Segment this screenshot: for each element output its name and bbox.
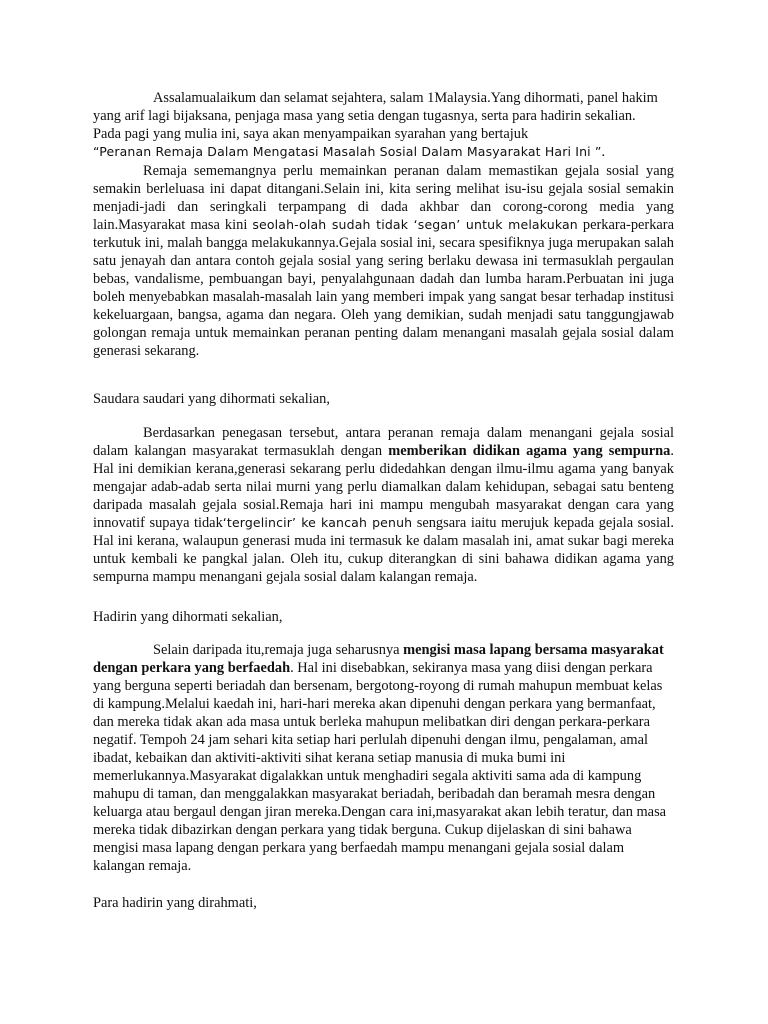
paragraph-masa-lapang [93, 641, 671, 875]
paragraph-text: Remaja sememangnya perlu memainkan peranan dalam memastikan gejala sosial yang semakin berleluasa ini dapat ditangani.Selain ini, kita sering melihat isu-isu gejala sosial semakin menjadi-jadi dan seringkali terpampang di dada akhbar dan corong-corong media yang lain.Masyarakat masa kini [93, 163, 674, 233]
salutation-para-hadirin: Para hadirin yang dirahmati, [93, 895, 257, 911]
paragraph-text: . Hal ini disebabkan, sekiranya masa yang diisi dengan perkara yang berguna seperti beriadah dan bersenam, bergotong-royong di rumah mahupun membuat kelas di kampung.Melalui kaedah ini, hari-hari mereka akan dipenuhi dengan perkara yang bermanfaat, dan mereka tidak akan ada masa untuk berleka mahupun melibatkan diri dengan perkara-perkara negatif. Tempoh 24 jam sehari kita setiap hari perlulah dipenuhi dengan ilmu, pengalaman, amal ibadat, kebaikan dan aktiviti-aktiviti sihat kerana setiap manusia di muka bumi ini memerlukannya.Masyarakat digalakkan untuk menghadiri segala aktiviti sama ada di kampung mahupu di taman, dan menggalakkan masyarakat beriadah, beribadah dan beramah mesra dengan keluarga atau bergaul dengan jiran mereka.Dengan cara ini,masyarakat akan lebih teratur, dan masa mereka tidak dibazirkan dengan perkara yang tidak berguna. Cukup dijelaskan di sini bahawa mengisi masa lapang dengan perkara yang berfaedah mampu menangani gejala sosial dalam kalangan remaja. [93, 660, 667, 874]
paragraph-text: Berdasarkan penegasan tersebut, antara peranan remaja dalam menangani gejala sosial dalam kalangan masyarakat termasuklah dengan [93, 425, 674, 459]
salutation-hadirin: Hadirin yang dihormati sekalian, [93, 609, 283, 625]
paragraph-text: Selain daripada itu,remaja juga seharusnya [153, 642, 404, 658]
paragraph-text: sengsara iaitu merujuk kepada gejala sosial. Hal ini kerana, walaupun generasi muda ini termasuk ke dalam masalah ini, amat sukar bagi mereka untuk kembali ke pangkal jalan. Oleh itu, cukup diterangkan di sini bahawa didikan agama yang sempurna mampu menangani gejala sosial dalam kalangan remaja. [93, 515, 674, 585]
speech-title-end: . [601, 144, 606, 160]
paragraph-text-sans: ‘tergelincir’ ke kancah penuh [222, 515, 413, 530]
speech-title: “Peranan Remaja Dalam Mengatasi Masalah Sosial Dalam Masyarakat Hari Ini ” [93, 144, 602, 159]
paragraph-didikan-agama [93, 424, 674, 586]
paragraph-remaja-peranan [93, 162, 674, 360]
paragraph-opening [93, 89, 665, 161]
paragraph-text-sans: seolah-olah sudah tidak ‘segan’ untuk melakukan [252, 217, 578, 232]
salutation-saudara: Saudara saudari yang dihormati sekalian, [93, 391, 330, 407]
paragraph-text: . Hal ini demikian kerana,generasi sekarang perlu didedahkan dengan ilmu-ilmu agama yang banyak mengajar adab-adab serta nilai murni yang perlu diamalkan dalam kehidupan, sebagai satu benteng daripada masalah gejala sosial.Remaja hari ini mampu mengubah masyarakat dengan cara yang innovatif supaya tidak [93, 443, 674, 531]
key-point-bold: memberikan didikan agama yang sempurna [388, 443, 671, 459]
paragraph-text: perkara-perkara terkutuk ini, malah bangga melakukannya.Gejala sosial ini, secara spesifiknya juga merupakan salah satu jenayah dan antara contoh gejala sosial yang sering berlaku dewasa ini termasuklah pergaulan bebas, vandalisme, pembuangan bayi, penyalahgunaan dadah dan lumba haram.Perbuatan ini juga boleh menyebabkan masalah-masalah lain yang memberi impak yang sangat besar terhadap institusi kekeluargaan, bangsa, agama dan negara. Oleh yang demikian, sudah menjadi satu tanggungjawab golongan remaja untuk memainkan peranan penting dalam menangani masalah gejala sosial dalam generasi sekarang. [93, 217, 674, 359]
key-point-bold: mengisi masa lapang bersama masyarakat dengan perkara yang berfaedah [93, 642, 664, 676]
opening-text: Assalamualaikum dan selamat sejahtera, salam 1Malaysia.Yang dihormati, panel hakim yang arif lagi bijaksana, penjaga masa yang setia dengan tugasnya, serta para hadirin sekalian. Pada pagi yang mulia ini, saya akan menyampaikan syarahan yang bertajuk [93, 90, 658, 142]
